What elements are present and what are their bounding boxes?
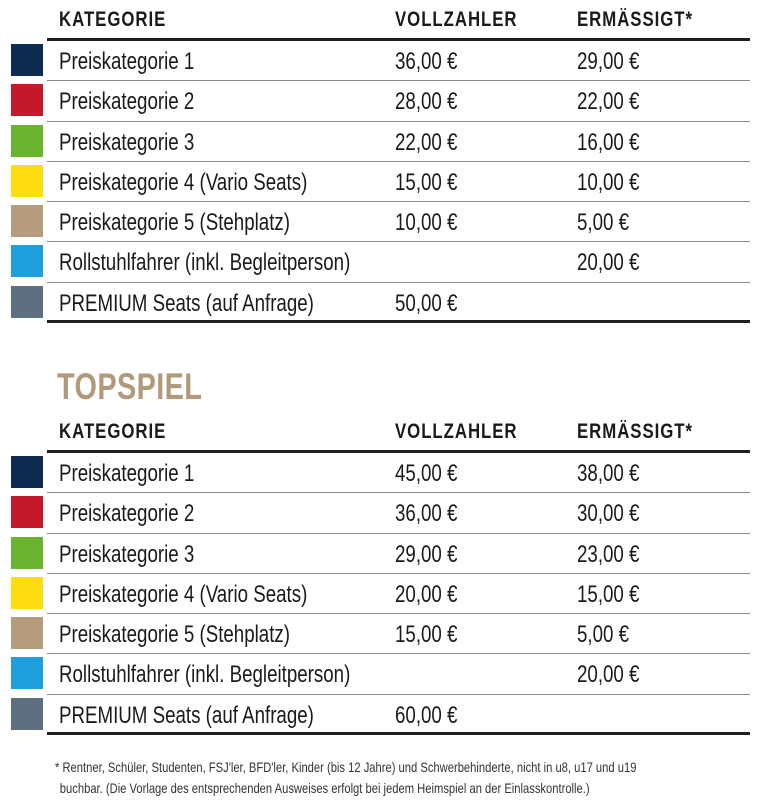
reduced-price: 10,00 € (577, 168, 640, 196)
category-color-swatch (11, 286, 43, 318)
table-row (47, 453, 750, 493)
category-name: PREMIUM Seats (auf Anfrage) (59, 701, 314, 729)
table-row (47, 202, 750, 242)
footnote (55, 757, 711, 799)
table-row (47, 614, 750, 654)
category-name: Rollstuhlfahrer (inkl. Begleitperson) (59, 661, 351, 689)
reduced-price: 5,00 € (577, 621, 630, 649)
category-color-swatch (11, 44, 43, 76)
category-color-swatch (11, 84, 43, 116)
table-body (0, 41, 757, 323)
full-price: 20,00 € (395, 580, 458, 608)
category-color-swatch (11, 698, 43, 730)
table-header (47, 0, 750, 41)
reduced-price: 5,00 € (577, 209, 630, 237)
reduced-price: 20,00 € (577, 661, 640, 689)
reduced-price: 38,00 € (577, 460, 640, 487)
category-name: Preiskategorie 5 (Stehplatz) (59, 209, 291, 237)
full-price: 36,00 € (395, 500, 458, 528)
category-name: Preiskategorie 2 (59, 88, 195, 116)
table-row (47, 122, 750, 162)
category-color-swatch (11, 577, 43, 609)
table-row (47, 81, 750, 121)
table-row (47, 162, 750, 202)
category-color-swatch (11, 456, 43, 488)
category-name: PREMIUM Seats (auf Anfrage) (59, 289, 314, 317)
reduced-price: 16,00 € (577, 128, 640, 156)
reduced-price: 23,00 € (577, 540, 640, 568)
category-color-swatch (11, 537, 43, 569)
category-color-swatch (11, 657, 43, 689)
category-color-swatch (11, 496, 43, 528)
full-price: 36,00 € (395, 48, 458, 75)
table-body (0, 453, 757, 735)
category-name: Preiskategorie 4 (Vario Seats) (59, 580, 308, 608)
reduced-price: 20,00 € (577, 249, 640, 277)
table-row (47, 534, 750, 574)
full-price: 28,00 € (395, 88, 458, 116)
header-reduced: ERMÄSSIGT* (577, 420, 694, 443)
full-price: 60,00 € (395, 701, 458, 729)
table-header (47, 412, 750, 453)
footnote-line-2: buchbar. (Die Vorlage des entsprechenden Ausweises erfolgt bei jedem Heimspiel an der Einlasskontrolle.) (59, 780, 590, 796)
reduced-price: 30,00 € (577, 500, 640, 528)
category-name: Rollstuhlfahrer (inkl. Begleitperson) (59, 249, 351, 277)
reduced-price: 22,00 € (577, 88, 640, 116)
category-name: Preiskategorie 1 (59, 48, 195, 75)
full-price: 22,00 € (395, 128, 458, 156)
category-color-swatch (11, 205, 43, 237)
table-row (47, 493, 750, 533)
category-color-swatch (11, 165, 43, 197)
table-row (47, 41, 750, 81)
full-price: 50,00 € (395, 289, 458, 317)
footnote-line-1: * Rentner, Schüler, Studenten, FSJ'ler, BFD'ler, Kinder (bis 12 Jahre) und Schwerbehinderte, nicht in u8, u17 und u19 (55, 759, 637, 775)
full-price: 10,00 € (395, 209, 458, 237)
category-color-swatch (11, 617, 43, 649)
reduced-price: 15,00 € (577, 580, 640, 608)
full-price: 45,00 € (395, 460, 458, 487)
header-category: KATEGORIE (59, 420, 167, 443)
table-row (47, 242, 750, 282)
table-row (47, 695, 750, 735)
full-price: 29,00 € (395, 540, 458, 568)
full-price: 15,00 € (395, 168, 458, 196)
header-full-price: VOLLZAHLER (395, 8, 518, 31)
full-price: 15,00 € (395, 621, 458, 649)
header-reduced: ERMÄSSIGT* (577, 8, 694, 31)
category-color-swatch (11, 245, 43, 277)
reduced-price: 29,00 € (577, 48, 640, 75)
table-row (47, 574, 750, 614)
topspiel-title: TOPSPIEL (57, 366, 203, 407)
category-name: Preiskategorie 3 (59, 540, 195, 568)
category-name: Preiskategorie 2 (59, 500, 195, 528)
table-row (47, 283, 750, 323)
table-row (47, 654, 750, 694)
category-name: Preiskategorie 4 (Vario Seats) (59, 168, 308, 196)
category-color-swatch (11, 125, 43, 157)
category-name: Preiskategorie 3 (59, 128, 195, 156)
category-name: Preiskategorie 1 (59, 460, 195, 487)
header-category: KATEGORIE (59, 8, 167, 31)
header-full-price: VOLLZAHLER (395, 420, 518, 443)
category-name: Preiskategorie 5 (Stehplatz) (59, 621, 291, 649)
